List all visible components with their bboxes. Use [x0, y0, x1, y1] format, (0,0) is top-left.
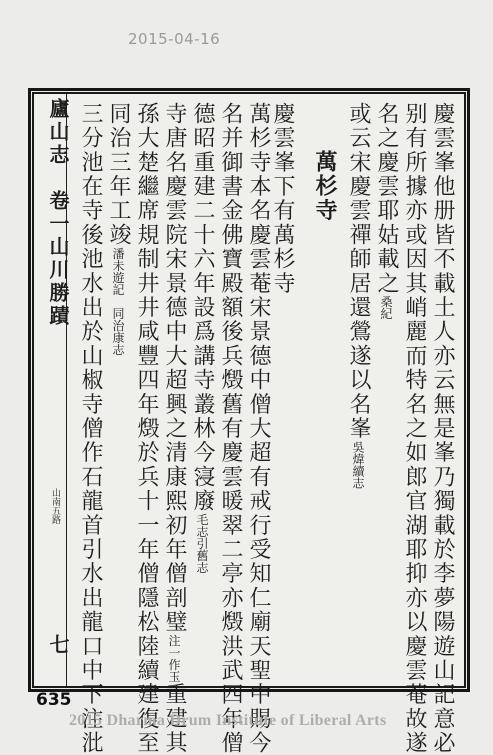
text-column: 慶雲峯他册皆不載土人亦云無是峯乃獨載於李夢陽遊山記意必: [430, 102, 455, 755]
text-column: 同治三年工竣潘未遊記 同治康志: [106, 102, 131, 356]
leaf-number: 七: [46, 634, 70, 657]
inline-note: 桑紀: [379, 295, 393, 320]
subsection-label: 山南五路: [50, 488, 60, 524]
text-column: 名并御書金佛寶殿額後兵燬舊有慶雲暖翠二亭亦燬洪武四年僧: [218, 102, 243, 755]
text-column: 别有所據亦或因其峭麗而特名之如郎官湖耶抑亦以慶雲菴故遂: [402, 102, 427, 755]
text-column: 德昭重建二十六年設爲講寺叢林今寖廢毛志引舊志: [190, 102, 215, 574]
stamp-date: 2015-04-16: [128, 30, 221, 48]
page-number: 635: [36, 690, 72, 710]
text-column: 萬杉寺本名慶雲菴宋景德中僧大超有戒行受知仁廟天聖中賜今: [246, 102, 271, 755]
book-title: 廬山志 卷一山川勝蹟: [46, 98, 70, 328]
text-column: 慶雲峯下有萬杉寺: [270, 102, 295, 296]
text-column: 孫大楚繼席規制井井咸豐四年燬於兵十一年僧隱松陸續建復至: [134, 102, 159, 755]
section-heading: 萬杉寺: [312, 150, 338, 223]
watermark: 2015 Dharma Drum Institute of Liberal Arts: [69, 712, 387, 729]
inline-note: 吳煒續志: [351, 440, 365, 489]
text-column: 寺唐名慶雲院宋景德中大超興之清康熙初年僧剖璧注一作玉重建其: [162, 102, 187, 755]
text-column: 三分池在寺後池水出於山椒寺僧作石龍首引水出龍口中下注沘: [78, 102, 103, 755]
inline-note: 毛志引舊志: [195, 513, 209, 574]
page-margin: [38, 94, 70, 686]
inline-note: 潘未遊記 同治康志: [111, 247, 125, 356]
text-column: 或云宋慶雲禪師居還鶯遂以名峯吳煒續志: [346, 102, 371, 489]
text-column: 名之慶雲耶姑載之桑紀: [374, 102, 399, 320]
inline-note: 注一作玉: [167, 634, 181, 683]
